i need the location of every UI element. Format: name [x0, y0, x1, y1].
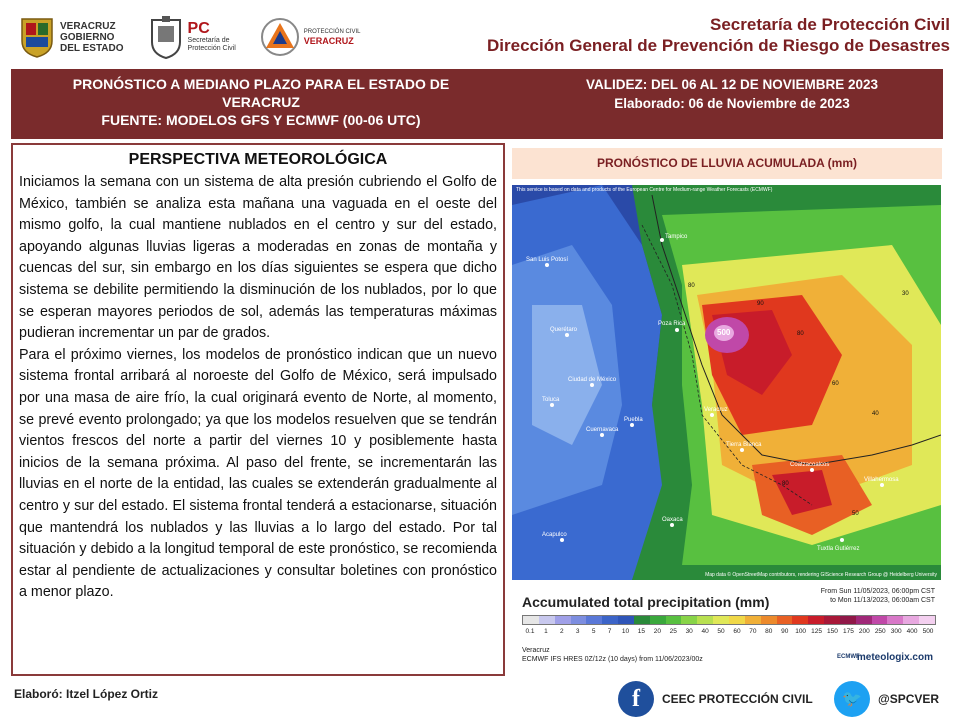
perspective-box	[11, 143, 505, 676]
validity-range: VALIDEZ: DEL 06 AL 12 DE NOVIEMBRE 2023	[585, 77, 879, 92]
prepared-by: Elaboró: Itzel López Ortiz	[14, 687, 159, 701]
map-city-label: Tampico	[665, 234, 688, 240]
legend-model: ECMWF IFS HRES 0Z/12z (10 days) from 11/06/2023/00z	[522, 656, 703, 663]
facebook-label: CEEC PROTECCIÓN CIVIL	[662, 692, 813, 706]
map-contour-label: 80	[797, 331, 804, 337]
legend-color-swatch	[602, 616, 618, 624]
legend-color-swatch	[808, 616, 824, 624]
map-city-label: Puebla	[624, 417, 643, 423]
header-logos	[18, 12, 384, 62]
pcv-logo-line1: PROTECCIÓN CIVIL	[303, 28, 361, 35]
legend-tick-label: 400	[906, 628, 918, 635]
legend-color-swatch	[618, 616, 634, 624]
pc-emblem-icon	[148, 14, 184, 60]
ecmwf-logo: ECMWF	[837, 654, 860, 660]
map-city-label: Cuernavaca	[586, 427, 619, 433]
legend-model-info	[522, 646, 703, 664]
pcv-logo-line2: VERACRUZ	[303, 35, 354, 46]
facebook-icon: f	[618, 681, 654, 717]
precipitation-map-graphic	[512, 185, 941, 580]
map-city-label: San Luis Potosí	[526, 257, 569, 263]
prepared-date: Elaborado: 06 de Noviembre de 2023	[614, 96, 850, 111]
legend-tick-label: 3	[575, 628, 580, 635]
veracruz-logo-line1: VERACRUZ	[60, 20, 116, 32]
legend-tick-label: 20	[653, 628, 661, 635]
legend-tick-label: 15	[637, 628, 646, 635]
legend-color-swatch	[856, 616, 872, 624]
legend-color-swatch	[666, 616, 682, 624]
map-city-label: Oaxaca	[662, 517, 683, 523]
map-city-label: Villahermosa	[864, 477, 899, 483]
forecast-heading-line1: PRONÓSTICO A MEDIANO PLAZO PARA EL ESTADO DE	[72, 76, 450, 92]
legend-tick-label: 70	[749, 628, 757, 635]
legend-color-swatch	[634, 616, 650, 624]
legend-tick-label: 500	[922, 628, 934, 635]
legend-color-swatch	[729, 616, 745, 624]
legend-color-swatch	[745, 616, 761, 624]
secretariat-title: Secretaría de Protección Civil	[710, 15, 950, 34]
precipitation-map	[512, 185, 941, 580]
legend-tick-label: 40	[701, 628, 709, 635]
map-contour-label: 80	[688, 283, 695, 289]
forecast-source: FUENTE: MODELOS GFS Y ECMWF (00-06 UTC)	[101, 112, 421, 128]
legend-tick-label: 150	[827, 628, 838, 635]
map-city-label: Poza Rica	[658, 321, 686, 327]
perspective-paragraph-2: Para el próximo viernes, los modelos de pronóstico indican que un nuevo sistema frontal arribará al noroeste del Golfo de México, será impulsado por una masa de aire frío, la cual originará evento de Norte, al momento, se prevé evento prolongado; ya que los modelos resuelven que se tendrán vientos frescos del norte a partir del viernes 10 y posiblemente hasta inicios de la semana próxima. Al paso del frente, se incrementarán las lluvias en el norte de la entidad, las cuales se extenderán gradualmente al centro y sur del estado. El sistema frontal tenderá a estacionarse, situación que mantendrá los nublados y las lluvias a lo largo del estado. Por tal situación y debido a la longitud temporal de este pronóstico, se recomienda estar al pendiente de actualizaciones y consultar boletines con pronóstico a menor plazo.	[19, 346, 497, 601]
precipitation-legend	[512, 582, 941, 682]
pc-logo-line1: Secretaría de	[187, 37, 230, 44]
legend-color-swatch	[903, 616, 919, 624]
legend-tick-label: 100	[795, 628, 807, 635]
directorate-title: Dirección General de Prevención de Riesgo de Desastres	[487, 36, 950, 55]
legend-location: Veracruz	[522, 647, 550, 654]
map-city-label: Veracruz	[704, 407, 728, 413]
legend-color-swatch	[697, 616, 713, 624]
legend-tick-label: 2	[559, 628, 564, 635]
map-service-note: This service is based on data and products of the European Centre for Medium-range Weather Forecasts (ECMWF)	[516, 187, 773, 193]
legend-title: Accumulated total precipitation (mm)	[522, 594, 770, 610]
legend-tick-label: 1	[544, 628, 548, 635]
legend-tick-label: 175	[842, 628, 854, 635]
header-titles	[487, 14, 950, 57]
legend-dates	[821, 587, 935, 605]
legend-color-swatch	[571, 616, 587, 624]
map-city-label: Ciudad de México	[568, 377, 617, 383]
legend-date-to: to Mon 11/13/2023, 06:00am CST	[830, 597, 935, 604]
legend-color-swatch	[555, 616, 571, 624]
veracruz-logo-line2: GOBIERNO	[60, 31, 115, 43]
legend-color-swatch	[681, 616, 697, 624]
legend-tick-label: 0.1	[525, 628, 535, 635]
twitter-icon: 🐦	[834, 681, 870, 717]
map-city-label: Tuxtla Gutiérrez	[817, 546, 860, 552]
veracruz-logo-line3: DEL ESTADO	[60, 42, 124, 54]
legend-color-swatch	[713, 616, 729, 624]
twitter-label: @SPCVER	[878, 692, 940, 706]
map-title: PRONÓSTICO DE LLUVIA ACUMULADA (mm)	[512, 148, 942, 179]
legend-tick-label: 50	[717, 628, 725, 635]
legend-tick-label: 7	[607, 628, 612, 635]
meteologix-label: meteologix.com	[856, 652, 933, 663]
legend-color-swatch	[777, 616, 793, 624]
legend-tick-label: 80	[765, 628, 773, 635]
legend-color-swatch	[523, 616, 539, 624]
legend-tick-label: 125	[811, 628, 822, 635]
legend-tick-label: 60	[733, 628, 741, 635]
forecast-heading-line2: VERACRUZ	[222, 94, 300, 110]
forecast-validity	[521, 75, 943, 113]
facebook-link[interactable]	[618, 681, 813, 717]
legend-color-swatch	[824, 616, 840, 624]
map-contour-label: 50	[852, 511, 859, 517]
map-city-label: Tierra Blanca	[726, 442, 762, 448]
legend-tick-label: 25	[669, 628, 677, 635]
perspective-title: PERSPECTIVA METEOROLÓGICA	[128, 151, 388, 168]
legend-tick-label: 10	[621, 628, 630, 635]
legend-color-swatch	[872, 616, 888, 624]
logo-pcv	[260, 17, 361, 57]
logo-pc	[148, 14, 236, 60]
legend-date-from: From Sun 11/05/2023, 06:00pm CST	[820, 588, 935, 595]
perspective-paragraph-1: Iniciamos la semana con un sistema de alta presión cubriendo el Golfo de México, también se analiza esta mañana una vaguada en el oeste del mismo golfo, la cual mantiene nublados en el centro y sur del estado, apoyando algunas lluvias ligeras a moderadas en zonas de montaña y cuencas del sur, sin embargo en los días siguientes se espera que dicho sistema se debilite permitiendo la disminución de los nublados, por lo que se esperan mayores periodos de sol, además las temperaturas máximas pudieran incrementar un par de grados.	[19, 174, 497, 342]
pc-logo-line2: Protección Civil	[187, 45, 236, 52]
legend-color-swatch	[792, 616, 808, 624]
legend-color-bar	[522, 615, 936, 625]
map-contour-label: 80	[782, 481, 789, 487]
legend-tick-label: 5	[591, 628, 596, 635]
meteologix-brand	[857, 652, 933, 663]
legend-tick-label: 30	[685, 628, 693, 635]
legend-tick-label: 300	[890, 628, 902, 635]
legend-color-swatch	[840, 616, 856, 624]
forecast-banner	[11, 69, 943, 139]
legend-color-swatch	[539, 616, 555, 624]
forecast-heading	[11, 75, 511, 129]
map-city-label: Toluca	[542, 397, 560, 403]
legend-ticks	[522, 628, 936, 635]
map-city-label: Acapulco	[542, 532, 567, 538]
map-contour-label: 40	[872, 411, 879, 417]
legend-color-swatch	[586, 616, 602, 624]
map-attribution: Map data © OpenStreetMap contributors, rendering GIScience Research Group @ Heidelberg University	[705, 572, 937, 578]
legend-tick-label: 250	[874, 628, 886, 635]
legend-color-swatch	[887, 616, 903, 624]
legend-color-swatch	[761, 616, 777, 624]
legend-color-swatch	[919, 616, 935, 624]
legend-tick-label: 200	[858, 628, 870, 635]
map-contour-label: 90	[757, 301, 764, 307]
map-contour-label: 30	[902, 291, 909, 297]
pc-logo-abbr: PC	[187, 20, 210, 37]
map-peak-label: 500	[717, 328, 731, 337]
legend-tick-label: 90	[781, 628, 789, 635]
map-city-label: Querétaro	[550, 327, 578, 333]
logo-veracruz	[18, 15, 124, 59]
legend-color-swatch	[650, 616, 666, 624]
civil-protection-triangle-icon	[260, 17, 300, 57]
twitter-link[interactable]	[834, 681, 939, 717]
map-contour-label: 60	[832, 381, 839, 387]
veracruz-shield-icon	[18, 15, 56, 59]
map-city-label: Coatzacoalcos	[790, 462, 830, 468]
